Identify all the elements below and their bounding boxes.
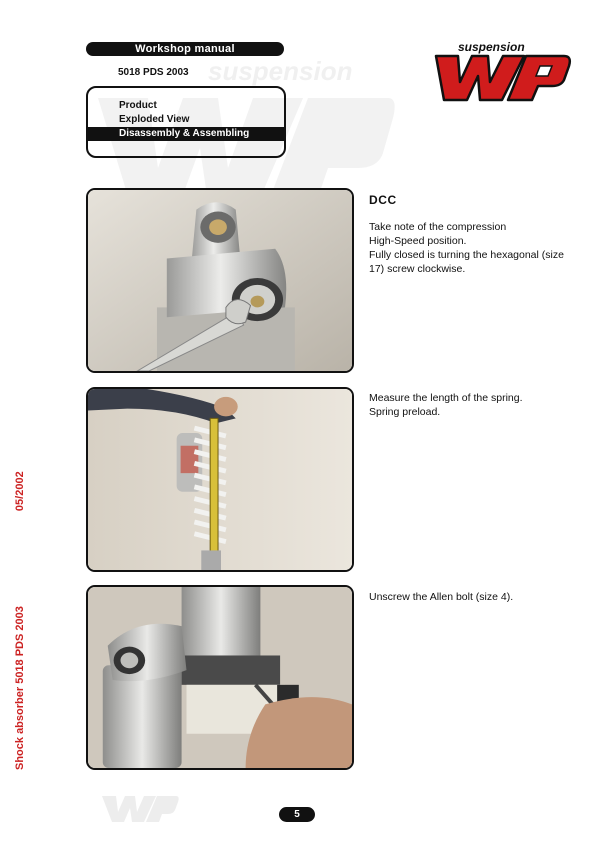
section-menu [86, 86, 286, 158]
step-text-allen-bolt [369, 590, 581, 604]
photo-spring-measure [86, 387, 354, 572]
page-number: 5 [279, 807, 315, 822]
logo-word: suspension [458, 40, 525, 54]
step-line: High-Speed position. [369, 235, 467, 247]
side-title: Shock absorber 5018 PDS 2003 [14, 606, 26, 770]
section-title-dcc: DCC [369, 193, 397, 207]
menu-item-product[interactable]: Product [119, 100, 157, 111]
menu-item-exploded-view[interactable]: Exploded View [119, 114, 190, 125]
step-line: Unscrew the Allen bolt (size 4). [369, 591, 514, 603]
svg-text:suspension: suspension [208, 58, 353, 86]
step-line: Measure the length of the spring. [369, 392, 523, 404]
wp-suspension-logo [428, 40, 573, 102]
step-line: 17) screw clockwise. [369, 263, 466, 275]
step-line: Fully closed is turning the hexagonal (size [369, 249, 564, 261]
photo-allen-bolt [86, 585, 354, 770]
photo-dcc-wrench [86, 188, 354, 373]
footer-watermark-logo [98, 786, 180, 824]
menu-item-disassembly[interactable]: Disassembly & Assembling [88, 127, 284, 141]
step-line: Take note of the compression [369, 221, 507, 233]
step-text-spring [369, 391, 581, 419]
step-text-dcc [369, 220, 581, 276]
workshop-manual-banner: Workshop manual [86, 42, 284, 56]
model-label: 5018 PDS 2003 [118, 67, 189, 78]
side-document-label [14, 471, 26, 770]
step-line: Spring preload. [369, 406, 441, 418]
side-date: 05/2002 [14, 471, 26, 512]
